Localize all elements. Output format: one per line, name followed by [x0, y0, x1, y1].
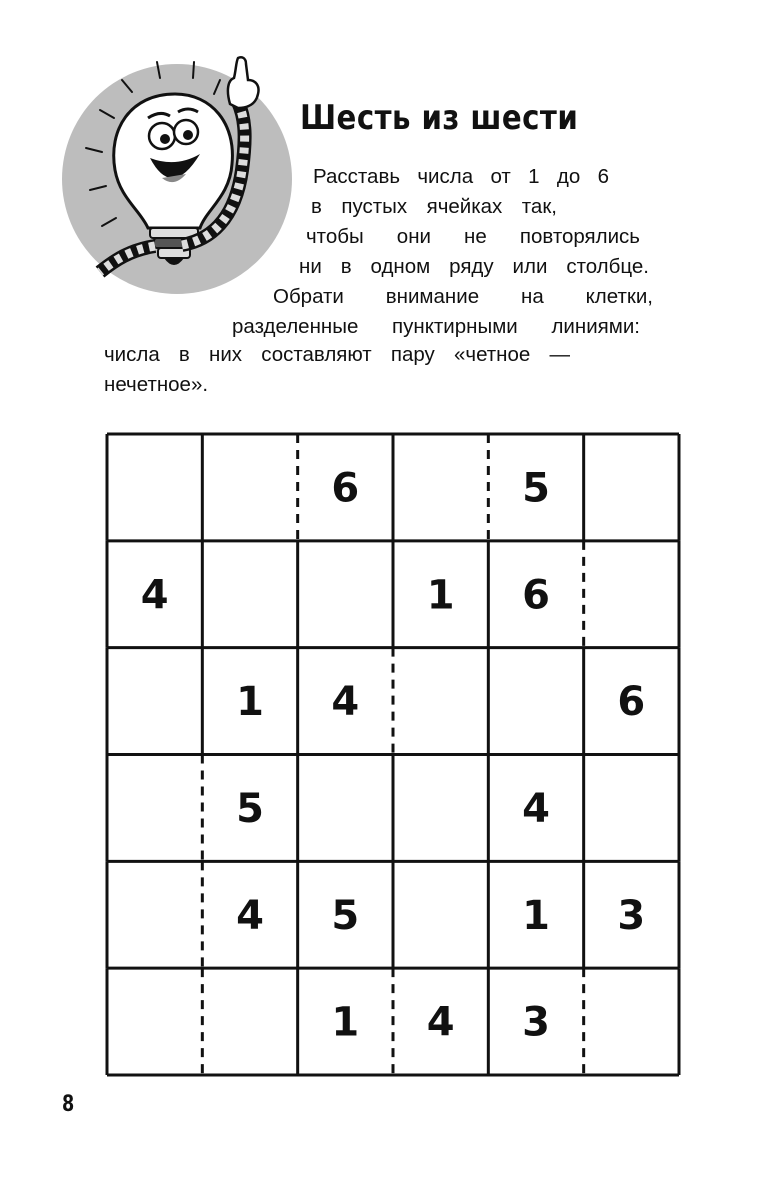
grid-cell[interactable]: [107, 434, 202, 541]
grid-cell[interactable]: [202, 541, 297, 648]
instruction-line: числа в них составляют пару «четное —: [104, 343, 570, 366]
given-number: 1: [331, 999, 360, 1046]
instruction-line: ни в одном ряду или столбце.: [299, 255, 649, 278]
grid-cell[interactable]: [393, 755, 488, 862]
given-number: 4: [331, 679, 360, 726]
lightbulb-character-icon: [60, 50, 310, 300]
grid-cell[interactable]: [298, 541, 393, 648]
page-title: Шесть из шести: [300, 98, 579, 138]
instruction-line: Расставь числа от 1 до 6: [313, 165, 609, 188]
given-number: 3: [522, 999, 550, 1046]
given-number: 1: [522, 892, 550, 939]
grid-cell[interactable]: [393, 861, 488, 968]
grid-cell[interactable]: [107, 861, 202, 968]
given-number: 3: [617, 892, 646, 939]
page-number: 8: [62, 1092, 75, 1117]
given-number: 5: [522, 465, 550, 512]
grid-cell[interactable]: [584, 755, 679, 862]
instruction-line: Обрати внимание на клетки,: [273, 285, 653, 308]
grid-cell[interactable]: [202, 434, 297, 541]
grid-cell[interactable]: [202, 968, 297, 1075]
instruction-line: в пустых ячейках так,: [311, 195, 557, 218]
given-number: 4: [522, 785, 550, 832]
grid-cell[interactable]: [107, 968, 202, 1075]
instruction-line: чтобы они не повторялись: [306, 225, 640, 248]
grid-cell[interactable]: [584, 968, 679, 1075]
grid-cell[interactable]: [393, 434, 488, 541]
given-number: 6: [331, 465, 360, 512]
grid-cell[interactable]: [584, 434, 679, 541]
given-number: 1: [236, 679, 264, 726]
given-number: 6: [522, 572, 550, 619]
grid-cell[interactable]: [107, 755, 202, 862]
given-number: 5: [331, 892, 360, 939]
given-number: 6: [617, 679, 646, 726]
grid-cell[interactable]: [107, 648, 202, 755]
sudoku-grid: [105, 432, 681, 1078]
grid-cell[interactable]: [488, 648, 583, 755]
grid-cell[interactable]: [393, 648, 488, 755]
given-number: 4: [140, 572, 169, 619]
instruction-line: разделенные пунктирными линиями:: [232, 315, 640, 338]
given-number: 4: [426, 999, 455, 1046]
given-number: 1: [426, 572, 455, 619]
grid-cell[interactable]: [298, 755, 393, 862]
given-number: 5: [236, 785, 264, 832]
given-number: 4: [236, 892, 264, 939]
instruction-line: нечетное».: [104, 373, 209, 396]
grid-cell[interactable]: [584, 541, 679, 648]
